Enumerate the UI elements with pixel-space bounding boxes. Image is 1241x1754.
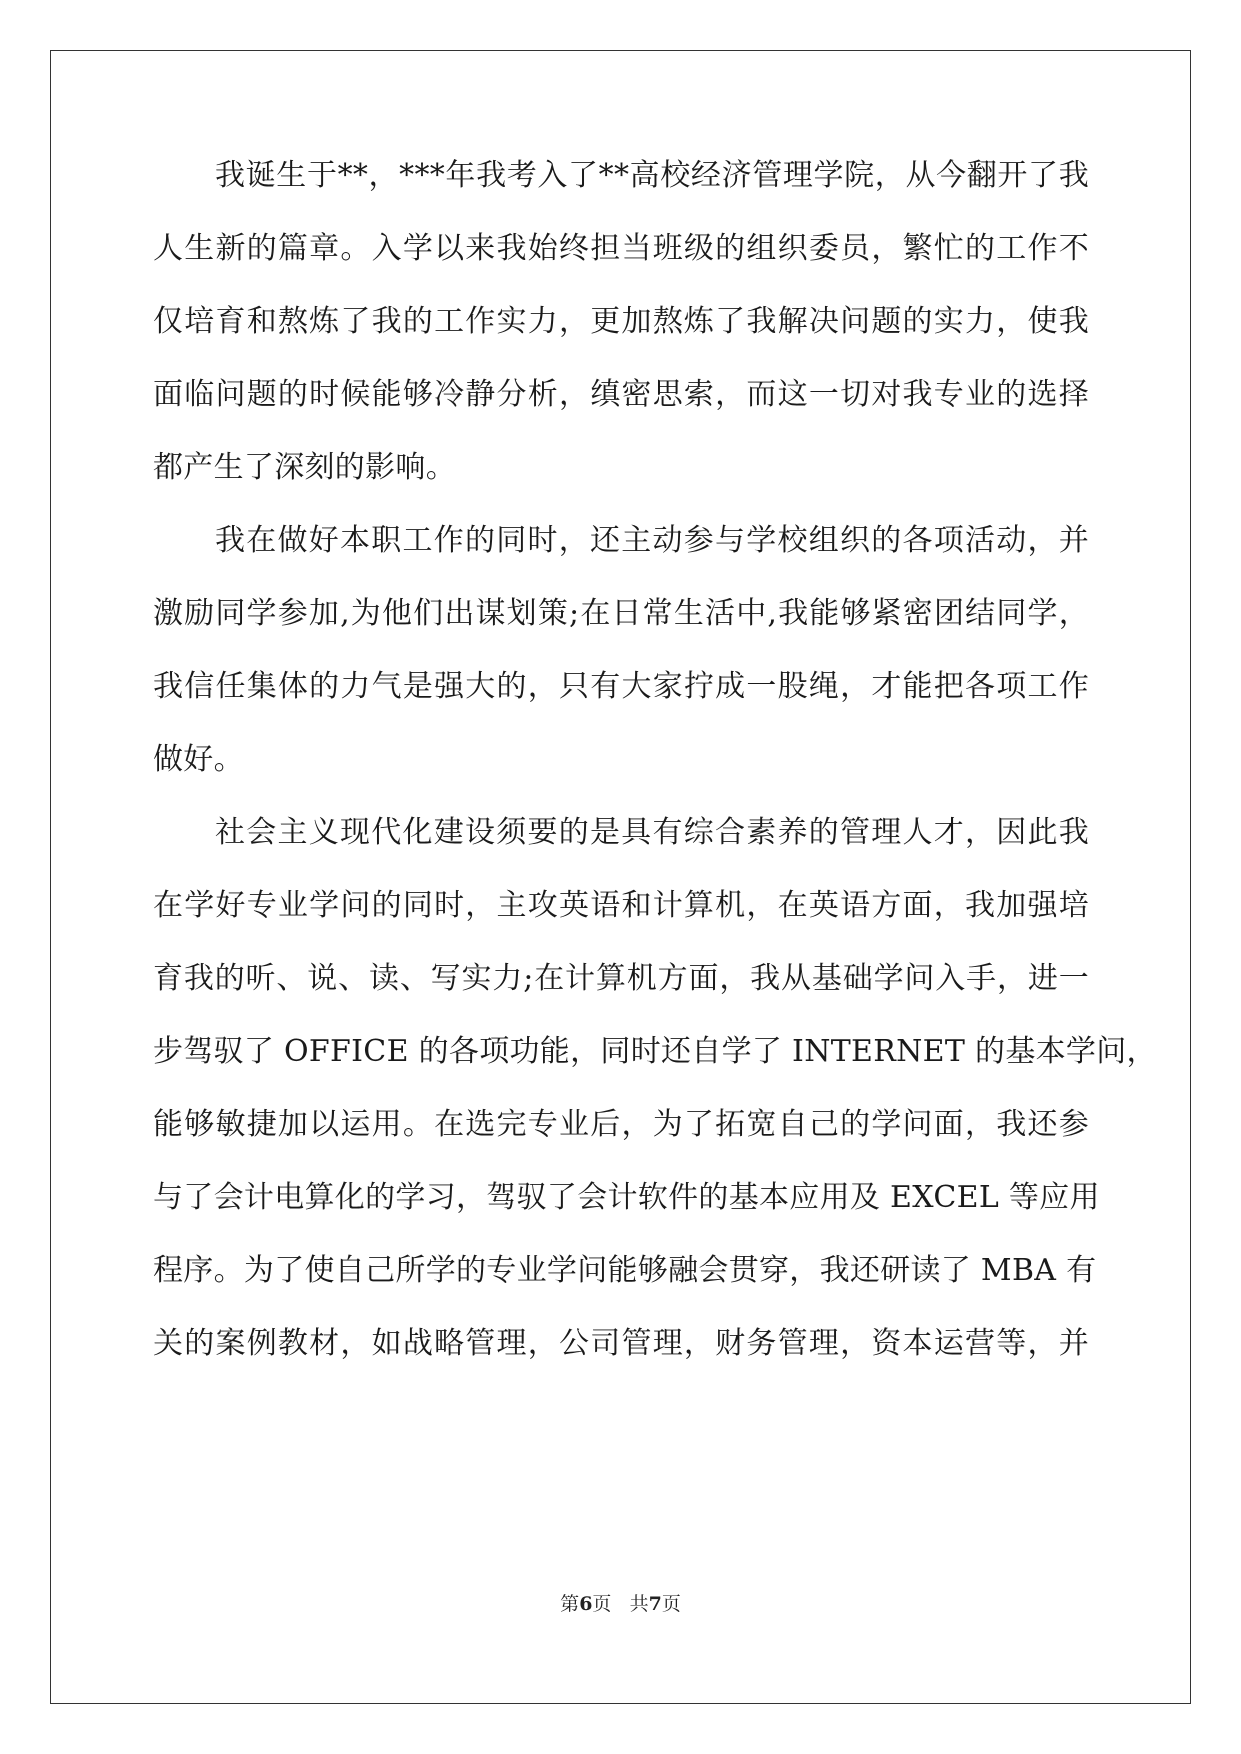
current-page-number: 6	[579, 1593, 593, 1615]
text-line: 人生新的篇章。入学以来我始终担当班级的组织委员，繁忙的工作不	[153, 231, 1089, 266]
footer-total-word: 页	[661, 1593, 681, 1615]
text-line: 激励同学参加,为他们出谋划策;在日常生活中,我能够紧密团结同学，	[153, 596, 1089, 631]
page-footer	[0, 1591, 1241, 1617]
text-line: 都产生了深刻的影响。	[153, 450, 456, 485]
text-line: 关的案例教材，如战略管理，公司管理，财务管理，资本运营等，并	[153, 1326, 1089, 1361]
text-line: 我信任集体的力气是强大的，只有大家拧成一股绳，才能把各项工作	[153, 669, 1089, 704]
total-page-number: 7	[648, 1593, 662, 1615]
text-line: 我在做好本职工作的同时，还主动参与学校组织的各项活动，并	[215, 523, 1089, 558]
text-line: 步驾驭了 OFFICE 的各项功能，同时还自学了 INTERNET 的基本学问，	[153, 1034, 1157, 1069]
text-line: 能够敏捷加以运用。在选完专业后，为了拓宽自己的学问面，我还参	[153, 1107, 1089, 1142]
text-line: 我诞生于**，***年我考入了**高校经济管理学院，从今翻开了我	[215, 158, 1089, 193]
text-line: 与了会计电算化的学习，驾驭了会计软件的基本应用及 EXCEL 等应用	[153, 1180, 1100, 1215]
text-line: 面临问题的时候能够冷静分析，缜密思索，而这一切对我专业的选择	[153, 377, 1089, 412]
footer-page-word: 页	[592, 1593, 612, 1615]
footer-total-prefix: 共	[629, 1593, 649, 1615]
text-line: 社会主义现代化建设须要的是具有综合素养的管理人才，因此我	[215, 815, 1089, 850]
text-line: 育我的听、说、读、写实力;在计算机方面，我从基础学问入手，进一	[153, 961, 1089, 996]
footer-prefix: 第	[560, 1593, 580, 1615]
text-line: 做好。	[153, 742, 244, 777]
text-line: 仅培育和熬炼了我的工作实力，更加熬炼了我解决问题的实力，使我	[153, 304, 1089, 339]
text-line: 在学好专业学问的同时，主攻英语和计算机，在英语方面，我加强培	[153, 888, 1089, 923]
text-line: 程序。为了使自己所学的专业学问能够融会贯穿，我还研读了 MBA 有	[153, 1253, 1097, 1288]
